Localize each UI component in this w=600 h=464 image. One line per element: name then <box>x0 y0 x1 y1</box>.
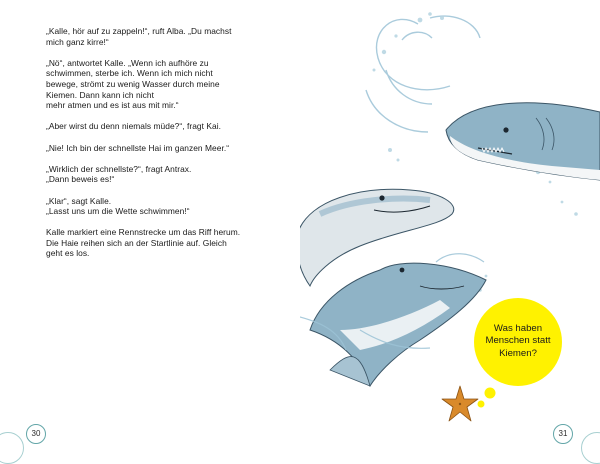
shark-bottom <box>310 263 486 386</box>
question-bubble-text: Was haben Menschen statt Kiemen? <box>485 323 551 359</box>
page-number-right: 31 <box>553 424 573 444</box>
paragraph-3: „Aber wirst du denn niemals müde?“, fragt Kai. <box>46 121 221 132</box>
left-page <box>0 0 300 456</box>
paragraph-6: „Klar“, sagt Kalle. „Lasst uns um die Wette schwimmen!“ <box>46 195 190 217</box>
page-number-left: 30 <box>26 424 46 444</box>
right-page <box>300 0 600 456</box>
shark-top <box>446 103 600 180</box>
story-text <box>46 26 261 270</box>
paragraph-1: „Kalle, hör auf zu zappeln!“, ruft Alba. „Du machst mich ganz kirre!“ <box>46 26 232 47</box>
paragraph-2: „Nö“, antwortet Kalle. „Wenn ich aufhöre zu schwimmen, sterbe ich. Wenn ich mich nicht bewege, strömt zu wenig Wasser durch meine Kiemen. Dann kann ich nicht mehr atmen und es ist aus mit mir.“ <box>46 57 220 111</box>
water-splash <box>366 16 480 132</box>
decorative-arc-left <box>0 432 24 464</box>
paragraph-4: „Nie! Ich bin der schnellste Hai im ganzen Meer.“ <box>46 142 230 153</box>
starfish-icon <box>442 386 478 421</box>
paragraph-5: „Wirklich der schnellste?“, fragt Antrax. „Dann beweis es!“ <box>46 163 192 185</box>
decorative-arc-right <box>581 432 600 464</box>
shark-illustration <box>300 0 600 456</box>
paragraph-7: Kalle markiert eine Rennstrecke um das Riff herum. Die Haie reihen sich an der Startlinie auf. Gleich geht es los. <box>46 227 241 259</box>
